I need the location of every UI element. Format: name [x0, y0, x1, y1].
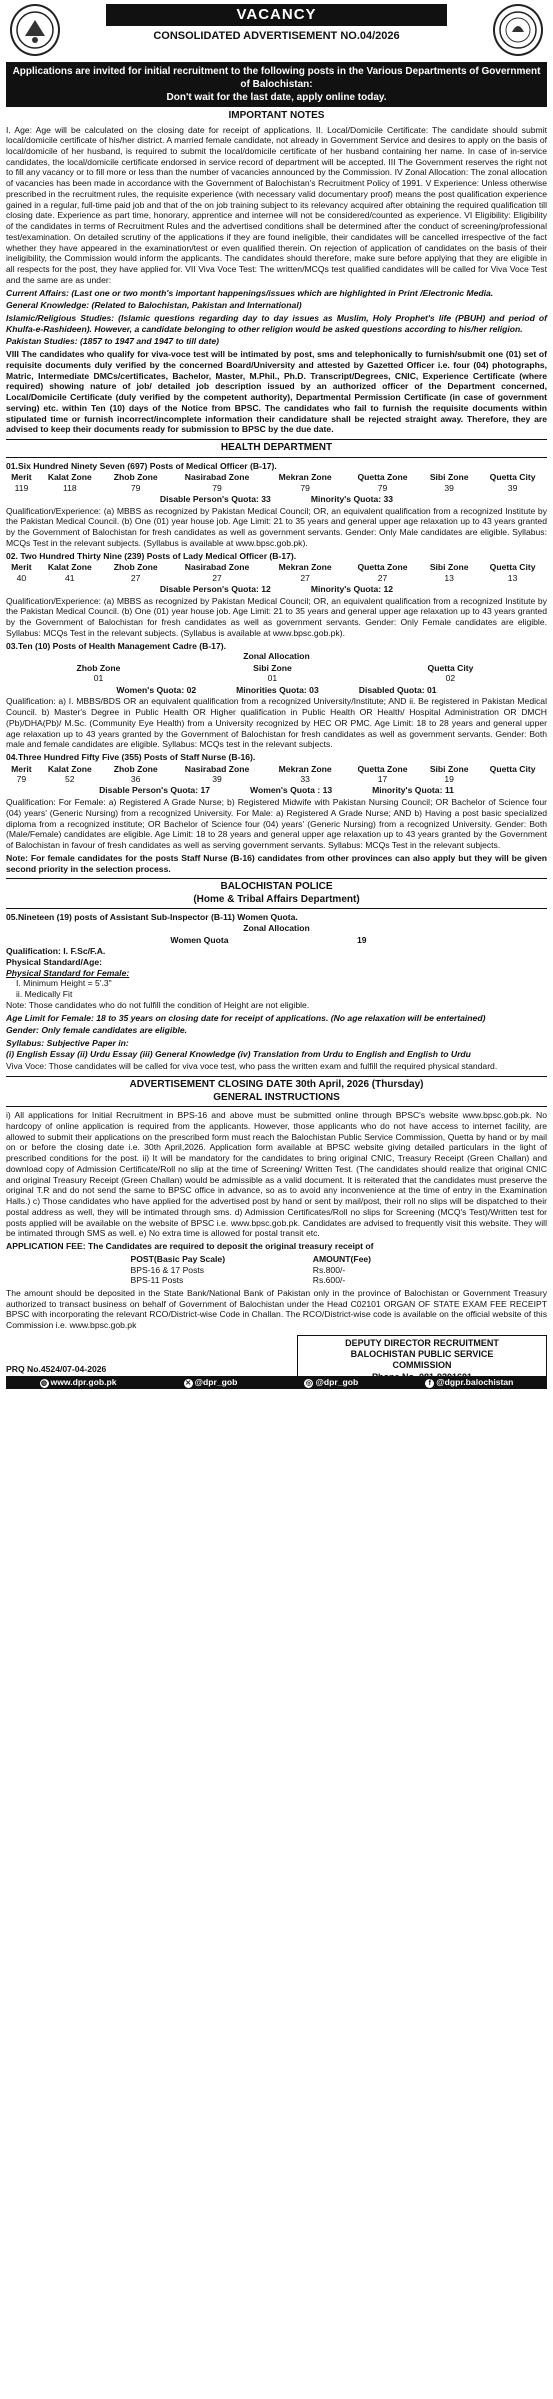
post-5-age: Age Limit for Female: 18 to 35 years on closing date for receipt of applications. (No age relaxation will be entertained)	[6, 1012, 486, 1023]
fee-note: The amount should be deposited in the State Bank/National Bank of Pakistan only in the province of Balochistan or Government Treasury authorized to transact business on behalf of Government of Balochistan under the Head C02101 ORGAN OF STATE EXAM FEE RECEIPT BPSC with incorporating the relevant RCO/District-wise Code in Challan. The RCO/District-wise code is available on the official website of this Commission i.e. www.bpsc.gob.pk	[6, 1287, 547, 1331]
social-x[interactable]	[184, 1377, 238, 1388]
banner-line-2: Don't wait for the last date, apply online today.	[166, 92, 387, 103]
table-cell: 79	[212, 482, 222, 493]
table-header: Mekran Zone	[278, 763, 332, 774]
footer	[6, 1335, 547, 1389]
table-cell: 119	[14, 482, 29, 493]
table-header: Nasirabad Zone	[184, 763, 250, 774]
table-cell: 19	[444, 774, 454, 785]
banner-line-1: Applications are invited for initial recruitment to the following posts in the Various Departments of Government of Balochistan:	[12, 66, 541, 90]
post-2-details: Qualification/Experience: (a) MBBS as recognized by Pakistan Medical Council; OR, an equivalent qualification from a recognized Institute by the Pakistan Medical Council. (b) One (01) year house job. Age Limit: 21 to 35 years and general upper age relaxation up to 43 years granted by the Government of Balochistan for fresh candidates as well as government servants. Gender: Only Female candidates are eligible. Syllabus: MCQs Test in the relevant subjects. (Syllabus is available at www.bpsc.gob.pk).	[6, 595, 547, 638]
table-header: Zhob Zone	[76, 663, 121, 674]
table-cell: 79	[130, 482, 141, 493]
table-header: Merit	[11, 472, 32, 483]
table-header: Nasirabad Zone	[184, 562, 250, 573]
application-fee-title: APPLICATION FEE: The Candidates are required to deposit the original treasury receipt of	[6, 1241, 374, 1252]
table-cell: BPS-16 & 17 Posts	[130, 1264, 205, 1275]
table-cell: 41	[65, 572, 75, 583]
social-facebook[interactable]	[425, 1377, 513, 1388]
table-cell: 79	[16, 774, 27, 785]
table-header: Quetta City	[489, 763, 536, 774]
zonal-allocation-label: Zonal Allocation	[243, 923, 310, 934]
social-facebook-text: @dgpr.balochistan	[436, 1376, 514, 1387]
fee-table	[127, 1254, 427, 1286]
minority-quota: Minority's Quota: 12	[310, 583, 394, 594]
zonal-allocation-label: Zonal Allocation	[243, 651, 310, 662]
islamic-studies: Islamic/Religious Studies: (Islamic questions regarding day to day issues as Muslim, Holy Prophet's life (PBUH) and period of Khulfa-e-Rashideen). However, a candidate belonging to other religion would be asked questions according to his/her religion.	[6, 312, 547, 334]
table-header: Merit	[11, 562, 32, 573]
table-header: Mekran Zone	[278, 562, 332, 573]
police-title: BALOCHISTAN POLICE	[220, 881, 333, 893]
table-cell: 27	[377, 572, 388, 583]
x-icon: ✕	[185, 1379, 192, 1387]
social-website-text: www.dpr.gob.pk	[50, 1376, 117, 1387]
table-header: Sibi Zone	[429, 763, 469, 774]
social-website[interactable]	[40, 1377, 117, 1388]
table-header: Kalat Zone	[47, 562, 92, 573]
post-3-quota-table	[6, 663, 547, 684]
table-cell: 39	[444, 482, 454, 493]
post-5-papers: (i) English Essay (ii) Urdu Essay (iii) General Knowledge (iv) Translation from Urdu to English and English to Urdu	[6, 1048, 471, 1059]
table-cell: 13	[444, 572, 454, 583]
table-header: Quetta City	[427, 663, 474, 674]
post-3-details: Qualification: a) I. MBBS/BDS OR an equivalent qualification from a recognized University/Institute; AND ii. Be registered in Pakistan Medical Council. b) Master's Degree in Public Health OR Higher qualification in Public Health OR Health/ Hospital Administration OR DMCH (Pb)/DHA(Pb)/ M.Sc. (Community Eye Health) from a University recognized by HEC OR PMC. Age Limit: 18 to 28 years and general upper age relaxation up to 43 years granted by the Government of Balochistan for fresh candidates as well as government servants. Gender: Both male and female candidates are eligible. Syllabus: MCQs test in the relevant subjects.	[6, 696, 547, 750]
table-cell: 01	[93, 673, 104, 684]
post-4-details: Qualification: For Female: a) Registered A Grade Nurse; b) Registered Midwife with Pakistan Nursing Council; OR Bachelor of Science four (04) years' (Generic Nursing) from a recognized University. For Male: a) Registered A Grade Nurse; AND b) Having a post basic specialized diploma from a recognized institute; OR Bachelor of Science four (04) years' (Generic Nursing) from a recognized University. Gender: Both (Male/Female) candidates are eligible. Age Limit: 18 to 28 years and general upper age relaxation up to 43 years granted by the Government of Balochistan in favour of fresh candidates as well as serving government servants. Syllabus: MCQs Test in the relevant subjects.	[6, 797, 547, 851]
post-4-quota-table	[6, 764, 547, 785]
post-5-syllabus: Syllabus: Subjective Paper in:	[6, 1038, 129, 1049]
post-1-details: Qualification/Experience: (a) MBBS as recognized by Pakistan Medical Council; OR, an equivalent qualification from a recognized Institute by the Pakistan Medical Council. (b) One (01) year house job. Age Limit: 21 to 35 years and general upper age relaxation up to 43 years granted by the Government of Balochistan for fresh candidates as well as government servants. Gender: Only Male candidates are eligible. Syllabus: MCQs Test in the relevant subjects. (Syllabus is available at www.bpsc.gob.pk).	[6, 505, 547, 548]
post-4-note: Note: For female candidates for the posts Staff Nurse (B-16) candidates from other provinces can also apply but they will be given second priority in the selection process.	[6, 852, 547, 874]
post-1-quota-table	[6, 472, 547, 493]
social-bar	[6, 1376, 547, 1389]
table-cell: 79	[300, 482, 310, 493]
table-cell: 27	[212, 572, 222, 583]
women-quota: Women's Quota: 02	[116, 684, 197, 695]
table-cell: 19	[356, 934, 367, 945]
table-cell: Rs.800/-	[312, 1264, 346, 1275]
table-cell	[478, 774, 547, 784]
table-cell: 39	[507, 482, 518, 493]
table-cell: BPS-11 Posts	[130, 1275, 184, 1286]
notes-title: IMPORTANT NOTES	[228, 110, 325, 121]
social-instagram-text: @dpr_gob	[315, 1376, 359, 1387]
prq-number: PRQ No.4524/07-04-2026	[6, 1364, 107, 1375]
table-cell: 79	[377, 482, 388, 493]
vacancy-title: VACANCY	[106, 4, 447, 26]
table-header: Sibi Zone	[253, 663, 292, 674]
table-header: Zhob Zone	[113, 472, 158, 483]
minority-quota: Minority's Quota: 33	[310, 493, 394, 504]
table-cell: 52	[65, 774, 75, 785]
post-1-title: 01.Six Hundred Ninety Seven (697) Posts of Medical Officer (B-17).	[6, 460, 277, 471]
post-2-quota-table	[6, 562, 547, 583]
table-header: Zhob Zone	[113, 763, 158, 774]
current-affairs: Current Affairs: (Last one or two month's important happenings/issues which are highlighted in Print /Electronic Media.	[6, 287, 494, 298]
documents-note: VIII The candidates who qualify for viva-voce test will be intimated by post, sms and telephonically to furnish/submit one (01) set of requisite documents duly verified by the concerned Board/University and attested by Gazetted Officer i.e. four (04) photographs, Matric, Intermediate DMCs/certificates, Bachelor, Master, M.Phil., Ph.D. Transcript/Degrees, CNIC, Experience Certificate (where required) showing nature of job/ detailed job description issued by an authorized officer of the Department concerned, Local/Domicile Certificate (duly verified by the competent authority), Departmental Permission Certificate (in case of government serving) etc. within Ten (10) days of the Notice from BPSC. The candidates who fail to furnish the requisite documents within stipulated time or furnish incorrect/incomplete information their candidature shall be rejected straight away. Therefore, they are advised to keep their documents ready for submission to BPSC by the due date.	[6, 349, 547, 435]
general-instructions: i) All applications for Initial Recruitment in BPS-16 and above must be submitted online through BPSC's website www.bpsc.gob.pk. No hardcopy of online application is required from the applicants. However, those applicants who do not have access to internet facility, are allowed to submit their applications on the prescribed form must reach the Balochistan Public Service Commission, Quetta by hand or by mail on or before the closing date i.e. 30th April,2026. Application form available at BPSC website giving detailed particulars in the light of prescribed conditions for the post. ii) It will be mandatory for the candidates to bring original CNIC, Treasury Receipt (Green Challan) and download copy of Admission Certificate/Roll no slip at the time of Screening/ Written Test. (The candidates should realize that original CNIC and original Treasury Receipt (Green Challan) would be admissible as a valid document. It is reiterated that the candidates must preserve the original T.R and do not send the same to BPSC office in advance, so as to avoid any inconvenience at the time of entry in the Examination Halls.) c) Those candidates who have applied for the advertised post by hand or sent by mail/post, their roll no slips will be dispatched to their postal address as well, they will be intimated through sms. d) Admission Certificates/Roll no slips for Screening (MCQ's Test)/Written test for posts applied will be available on the website of BPSC i.e. www.bpsc.gob.pk. Candidates are advised to frequently visit this website. They will be intimated through SMS as well. e) No extra time is allowed for postal transit etc.	[6, 1110, 547, 1239]
police-title-block	[6, 878, 547, 909]
women-quota: Women's Quota : 13	[250, 785, 333, 796]
pakistan-studies: Pakistan Studies: (1857 to 1947 and 1947 to till date)	[6, 336, 220, 347]
table-header: Women Quota	[170, 934, 229, 945]
post-3-title: 03.Ten (10) Posts of Health Management Cadre (B-17).	[6, 640, 226, 651]
closing-date-title: ADVERTISEMENT CLOSING DATE 30th April, 2026 (Thursday)	[129, 1079, 424, 1091]
minority-quota: Minority's Quota: 11	[372, 785, 454, 796]
post-5-note: Note: Those candidates who do not fulfill the condition of Height are not eligible.	[6, 999, 310, 1010]
table-header: Kalat Zone	[47, 472, 92, 483]
post-4-quotas	[6, 785, 547, 796]
intro-banner	[6, 62, 547, 107]
post-5-medically-fit: ii. Medically Fit	[16, 989, 73, 1000]
header	[6, 0, 547, 62]
post-2-quotas	[6, 584, 547, 595]
social-instagram[interactable]	[304, 1377, 358, 1388]
post-5-physical-female: Physical Standard for Female:	[6, 967, 130, 978]
signature-line-1: DEPUTY DIRECTOR RECRUITMENT	[345, 1337, 499, 1348]
table-cell: 27	[130, 572, 141, 583]
table-header: Sibi Zone	[429, 562, 469, 573]
social-x-text: @dpr_gob	[194, 1376, 238, 1387]
post-4-title: 04.Three Hundred Fifty Five (355) Posts of Staff Nurse (B-16).	[6, 752, 256, 763]
health-department-title: HEALTH DEPARTMENT	[6, 439, 547, 458]
table-header: AMOUNT(Fee)	[312, 1253, 372, 1264]
table-header: Quetta Zone	[357, 562, 408, 573]
government-seal-logo	[10, 4, 60, 56]
post-5-viva: Viva Voce: Those candidates will be called for viva voce test, who pass the written exam and fulfill the required physical standard.	[6, 1061, 498, 1072]
table-cell: 36	[130, 774, 141, 785]
disabled-quota: Disable Person's Quota: 17	[99, 785, 211, 796]
advertisement-number: CONSOLIDATED ADVERTISEMENT NO.04/2026	[153, 30, 400, 42]
table-header: Quetta City	[489, 472, 536, 483]
disabled-quota: Disable Person's Quota: 33	[159, 493, 271, 504]
general-knowledge: General Knowledge: (Related to Balochistan, Pakistan and International)	[6, 300, 302, 311]
bpsc-seal-logo	[493, 4, 543, 56]
table-cell: 27	[300, 572, 310, 583]
table-cell: 118	[62, 482, 77, 493]
instagram-icon: ◎	[305, 1379, 313, 1387]
police-subtitle: (Home & Tribal Affairs Department)	[193, 893, 360, 905]
table-header: Merit	[11, 763, 32, 774]
table-cell: Rs.600/-	[312, 1275, 346, 1286]
table-cell: 13	[507, 572, 518, 583]
globe-icon: ◍	[40, 1379, 48, 1387]
table-header: Quetta Zone	[357, 763, 408, 774]
table-header: Sibi Zone	[429, 472, 469, 483]
table-cell: 39	[212, 774, 222, 785]
post-5-qualification: Qualification: I. F.Sc/F.A.	[6, 946, 106, 957]
table-cell: 02	[445, 673, 456, 684]
table-header: Quetta City	[489, 562, 536, 573]
table-cell: 17	[377, 774, 388, 785]
table-cell: 01	[267, 673, 278, 684]
closing-block	[6, 1076, 547, 1107]
signature-line-2: BALOCHISTAN PUBLIC SERVICE	[350, 1349, 494, 1360]
post-5-min-height: I. Minimum Height = 5'.3"	[16, 978, 112, 989]
signature-line-3: COMMISSION	[392, 1360, 452, 1371]
table-header: Mekran Zone	[278, 472, 332, 483]
disabled-quota: Disable Person's Quota: 12	[159, 583, 271, 594]
post-5-title: 05.Nineteen (19) posts of Assistant Sub-Inspector (B-11) Women Quota.	[6, 912, 298, 923]
table-header: Zhob Zone	[113, 562, 158, 573]
table-header: Nasirabad Zone	[184, 472, 250, 483]
notes-paragraph: I. Age: Age will be calculated on the closing date for receipt of applications. II. Local/Domicile Certificate: The candidate should submit local/domicile certificate of his/her district. A married female candidate, not already in Government Service and desires to apply on the basis of local/domicile of her husband, is required to submit the local/domicile certificate of her husband containing her name. In case of in-service candidates, the local/domicile certificate endorsed in service record of department will be accepted. III The Government reserves the right not to fill any vacancy or to fill more or less than the number of vacancies announced by the Commission. IV Zonal Allocation: The zonal allocation of vacancies has been made in accordance with the Government of Balochistan's Recruitment Policy of 1991. V Experience: Unless otherwise prescribed in the recruitment rules, the requisite experience (with necessary valid documentary proof) means the post qualification experience gained in a regular, full-time paid job and that of the on job training subject to its relevancy acquired after obtaining the required qualification till closing date. Experience as part time, honorary, apprentice and internee will not be considered/counted as experience. VI Eligibility: Eligibility of the candidates in terms of Recruitment Rules and the advertised conditions shall be determined after the conduct of screening/professional test/examination. On detailed scrutiny of the applications if they are found ineligible, their candidates will be cancelled irrespective of the fact whether they have appeared in the examination/test or even qualified therein. On rejection of application of candidates on the basis of their ineligibility, the Commission would inform the applicants. The candidates should therefore, make sure before applying that they are eligible in all respects for the post, they have applied for. VII Viva Voce Test: The written/MCQs test qualified candidates will be called for Viva Voce Test and the same are as under:	[6, 124, 547, 285]
table-header: Quetta Zone	[357, 472, 408, 483]
disabled-quota: Disabled Quota: 01	[358, 684, 437, 695]
post-5-physical: Physical Standard/Age:	[6, 956, 102, 967]
minorities-quota: Minorities Quota: 03	[236, 684, 319, 695]
table-cell: 40	[16, 572, 27, 583]
general-instructions-title: GENERAL INSTRUCTIONS	[213, 1091, 340, 1103]
post-5-gender: Gender: Only female candidates are eligible.	[6, 1025, 188, 1036]
table-cell: 33	[300, 774, 310, 785]
post-5-quota-table	[60, 935, 385, 945]
facebook-icon: f	[425, 1379, 434, 1388]
table-header: POST(Basic Pay Scale)	[130, 1253, 226, 1264]
post-2-title: 02. Two Hundred Thirty Nine (239) Posts of Lady Medical Officer (B-17).	[6, 550, 297, 561]
table-header: Kalat Zone	[47, 763, 92, 774]
post-3-quotas	[6, 685, 547, 696]
post-1-quotas	[6, 494, 547, 505]
